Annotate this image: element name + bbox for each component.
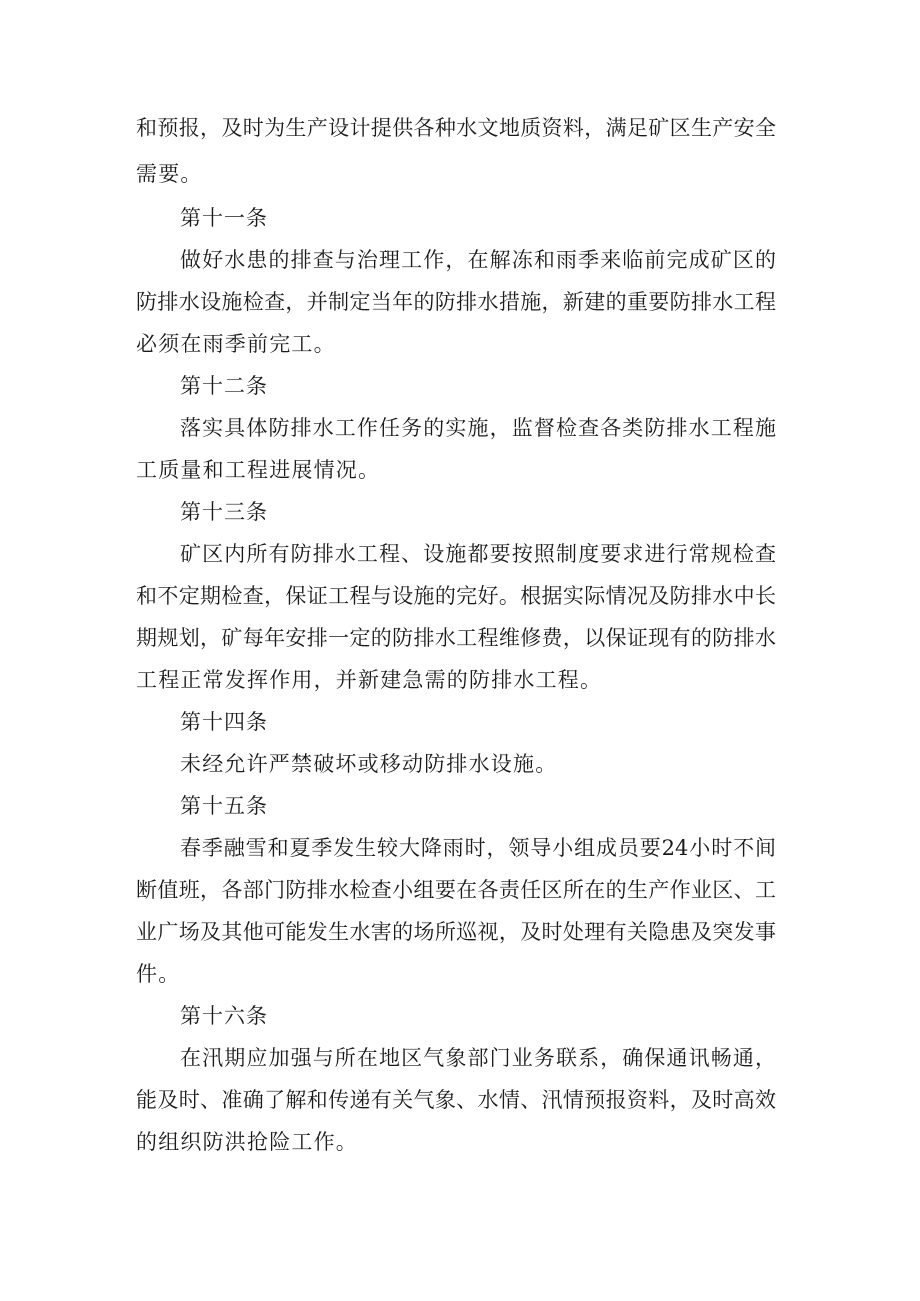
paragraph-line: 的组织防洪抢险工作。 (136, 1130, 358, 1154)
article-heading-14: 第十四条 (180, 710, 268, 734)
article-heading-11: 第十一条 (180, 206, 268, 230)
paragraph-line: 件。 (136, 962, 181, 986)
paragraph-line: 在汛期应加强与所在地区气象部门业务联系，确保通讯畅通， (180, 1046, 776, 1070)
paragraph-line: 能及时、准确了解和传递有关气象、水情、汛情预报资料，及时高效 (136, 1088, 776, 1112)
paragraph-line: 工质量和工程进展情况。 (136, 458, 381, 482)
article-heading-12: 第十二条 (180, 374, 268, 398)
paragraph-line: 春季融雪和夏季发生较大降雨时，领导小组成员要24小时不间 (180, 836, 776, 860)
paragraph-line: 期规划，矿每年安排一定的防排水工程维修费，以保证现有的防排水 (136, 626, 776, 650)
article-heading-13: 第十三条 (180, 500, 268, 524)
paragraph-line: 和不定期检查，保证工程与设施的完好。根据实际情况及防排水中长 (136, 584, 776, 608)
paragraph-line: 落实具体防排水工作任务的实施，监督检查各类防排水工程施 (180, 416, 776, 440)
article-heading-16: 第十六条 (180, 1004, 268, 1028)
paragraph-line: 业广场及其他可能发生水害的场所巡视，及时处理有关隐患及突发事 (136, 920, 776, 944)
paragraph-line: 和预报，及时为生产设计提供各种水文地质资料，满足矿区生产安全 (136, 116, 776, 140)
paragraph-line: 工程正常发挥作用，并新建急需的防排水工程。 (136, 668, 603, 692)
paragraph-line: 矿区内所有防排水工程、设施都要按照制度要求进行常规检查 (180, 542, 776, 566)
paragraph-line: 防排水设施检查，并制定当年的防排水措施，新建的重要防排水工程 (136, 290, 776, 314)
article-heading-15: 第十五条 (180, 794, 268, 818)
paragraph-line: 做好水患的排查与治理工作，在解冻和雨季来临前完成矿区的 (180, 248, 776, 272)
paragraph-line: 断值班，各部门防排水检查小组要在各责任区所在的生产作业区、工 (136, 878, 776, 902)
paragraph-line: 未经允许严禁破坏或移动防排水设施。 (180, 752, 558, 776)
paragraph-line: 必须在雨季前完工。 (136, 332, 336, 356)
paragraph-line: 需要。 (136, 162, 203, 186)
